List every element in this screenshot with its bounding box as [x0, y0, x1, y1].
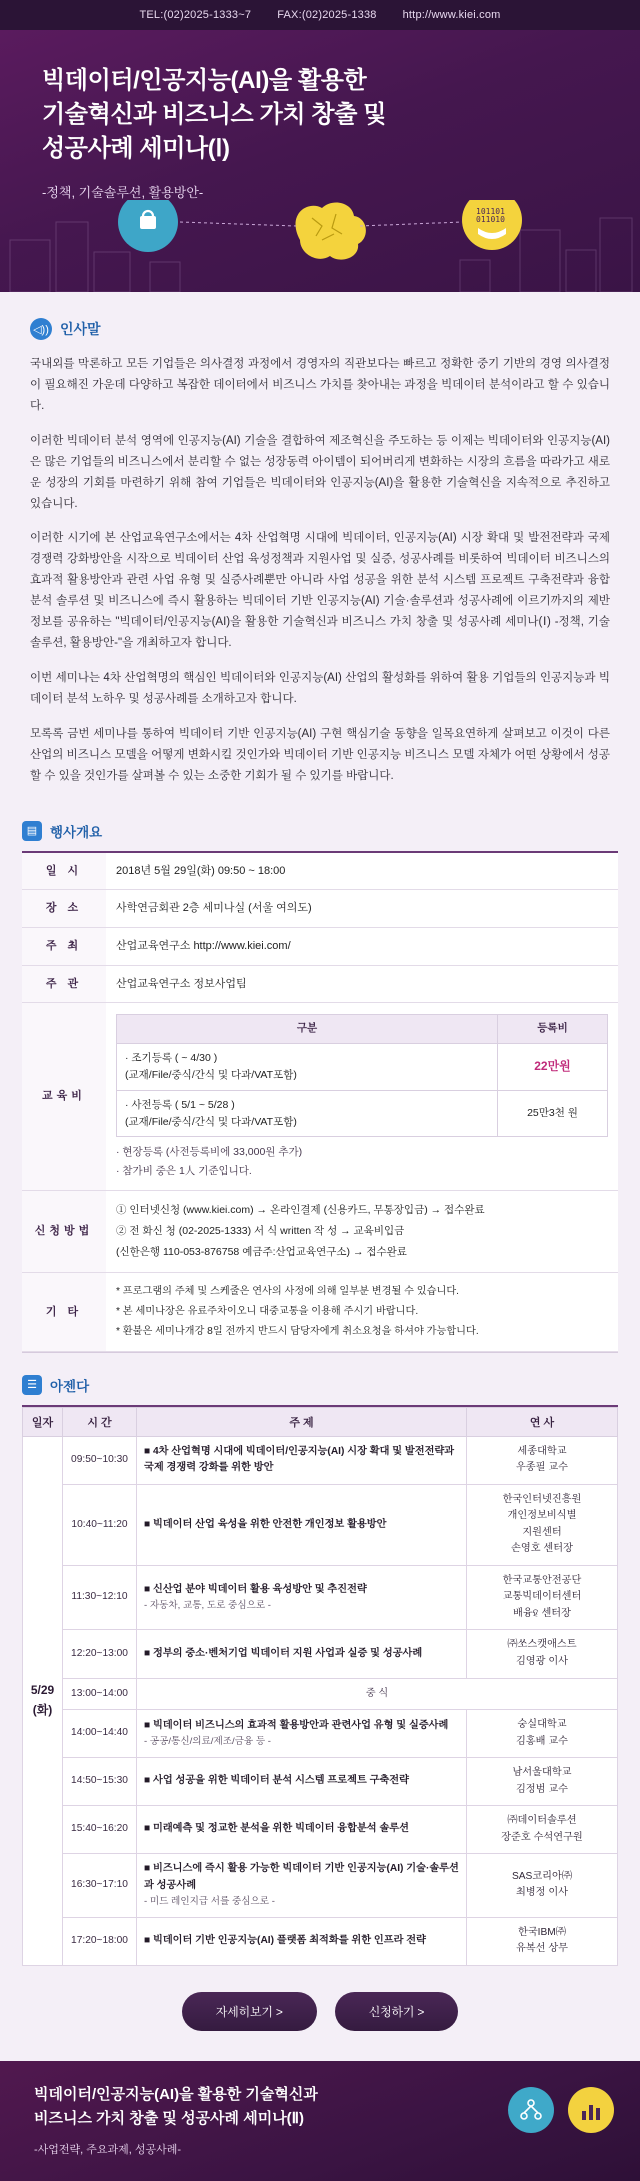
speaker-name: 김홍배 교수 — [515, 1735, 569, 1747]
contact-bar — [0, 0, 640, 30]
fax-number: FAX:(02)2025-1338 — [277, 9, 377, 21]
agenda-time: 09:50~10:30 — [63, 1436, 137, 1484]
speaker-org3: 지원센터 — [522, 1526, 562, 1538]
agenda-time: 11:30~12:10 — [63, 1565, 137, 1630]
agenda-topic-title: ■ 4차 산업혁명 시대에 빅데이터/인공지능(AI) 시장 확대 및 발전전략과 국제 경쟁력 강화를 위한 방안 — [144, 1445, 455, 1474]
speaker-org: 한국교통안전공단 — [502, 1574, 582, 1586]
agenda-topic-detail: - 공공/통신/의료/제조/금융 등 - — [144, 1736, 271, 1748]
col-date: 일자 — [23, 1407, 63, 1436]
greeting-heading: 인사말 — [60, 321, 101, 337]
apply-cell — [106, 1191, 618, 1273]
agenda-time: 13:00~14:00 — [63, 1678, 137, 1710]
phone-number: TEL:(02)2025-1333~7 — [139, 9, 252, 21]
agenda-topic-title: ■ 비즈니스에 즉시 활용 가능한 빅데이터 기반 인공지능(AI) 기술·솔루션과 성공사례 — [144, 1863, 459, 1891]
speaker-name: 배융ହ 센터장 — [513, 1607, 571, 1619]
svg-text:101101: 101101 — [476, 207, 505, 216]
agenda-topic-title: ■ 빅데이터 비즈니스의 효과적 활용방안과 관련사업 유형 및 실증사례 — [144, 1719, 449, 1731]
fee-item-desc: (교재/File/중식/간식 및 다과/VAT포함) — [125, 1115, 297, 1128]
agenda-speaker — [467, 1484, 618, 1565]
agenda-time: 14:50~15:30 — [63, 1758, 137, 1806]
greeting-paragraph: 이번 세미나는 4차 산업혁명의 핵심인 빅데이터와 인공지능(AI) 산업의 활성화를 위하여 활용 기업들의 인공지능과 빅데이터 분석 노하우 및 성공사례를 소개하고자 합니다. — [30, 671, 610, 705]
fee-item-price: 25만3천 원 — [498, 1090, 608, 1137]
fee-item — [117, 1090, 498, 1137]
speaker-org: ㈜쏘스캣애스트 — [507, 1639, 577, 1651]
table-row — [117, 1090, 608, 1137]
agenda-time: 15:40~16:20 — [63, 1806, 137, 1854]
table-row — [23, 1630, 618, 1678]
greeting-paragraph: 국내외를 막론하고 모든 기업들은 의사결정 과정에서 경영자의 직관보다는 빠르고 정확한 중기 기반의 경영 의사결정이 필요해진 가운데 다양하고 복잡한 데이터에서 비즈니스 가치를 찾아내는 과정을 빅데이터 분석이라고 할 수 있습니다. — [30, 358, 610, 412]
agenda-speaker — [467, 1436, 618, 1484]
col-time: 시 간 — [63, 1407, 137, 1436]
speaker-org: 남서울대학교 — [512, 1767, 572, 1779]
agenda-date-line1: 5/29 — [30, 1683, 55, 1698]
agenda-topic — [137, 1710, 467, 1758]
table-row — [23, 1806, 618, 1854]
table-row — [117, 1044, 608, 1091]
col-topic: 주 제 — [137, 1407, 467, 1436]
row-label: 주 최 — [22, 927, 106, 965]
hero-title-line3: 성공사례 세미나(Ⅰ) — [42, 135, 230, 163]
fee-table — [116, 1014, 608, 1137]
greeting-body — [0, 350, 640, 811]
hero-subtitle: -정책, 기술솔루션, 활용방안- — [42, 185, 204, 201]
speaker-org2: 개인정보비식별 — [507, 1510, 577, 1522]
fee-item-title: · 조기등록 ( ~ 4/30 ) — [125, 1052, 218, 1065]
agenda-topic — [137, 1806, 467, 1854]
speaker-name: 김영광 이사 — [515, 1655, 569, 1667]
speaker-name: 최병정 이사 — [515, 1887, 569, 1899]
agenda-topic-title: ■ 빅데이터 산업 육성을 위한 안전한 개인정보 활용방안 — [144, 1518, 387, 1530]
agenda-speaker — [467, 1854, 618, 1918]
agenda-topic-title: ■ 신산업 분야 빅데이터 활용 육성방안 및 추진전략 — [144, 1583, 367, 1595]
agenda-topic-detail: - 미드 레인지급 서를 중심으로 - — [144, 1896, 275, 1908]
agenda-time: 12:20~13:00 — [63, 1630, 137, 1678]
etc-line: * 프로그램의 주체 및 스케줄은 연사의 사정에 의해 일부분 변경될 수 있습니다. — [116, 1286, 460, 1298]
speaker-name: 유복선 상무 — [515, 1943, 569, 1955]
agenda-topic — [137, 1630, 467, 1678]
footer-title-line2: 비즈니스 가치 창출 및 성공사례 세미나(Ⅱ) — [34, 2109, 305, 2127]
agenda-card — [22, 1405, 618, 1966]
overview-card — [22, 851, 618, 1353]
speaker-name: 우종필 교수 — [515, 1462, 569, 1474]
fee-item — [117, 1044, 498, 1091]
agenda-topic-title: ■ 빅데이터 기반 인공지능(AI) 플랫폼 최적화를 위한 인프라 전략 — [144, 1934, 426, 1946]
hero-illustration — [0, 200, 640, 292]
early-price: 22만원 — [534, 1059, 571, 1074]
footer-banner[interactable] — [0, 2061, 640, 2181]
etc-label: 기 타 — [22, 1273, 106, 1352]
speaker-org: 한국인터넷진흥원 — [502, 1493, 582, 1505]
agenda-speaker — [467, 1710, 618, 1758]
calendar-icon: ▤ — [22, 821, 42, 841]
table-row — [23, 1710, 618, 1758]
list-icon: ☰ — [22, 1375, 42, 1395]
greeting-paragraph: 이러한 시기에 본 산업교육연구소에서는 4차 산업혁명 시대에 빅데이터, 인공지능(AI) 시장 확대 및 발전전략과 국제 경쟁력 강화방안을 시작으로 빅데이터 산업 육성정책과 지원사업 및 실증, 성공사례를 비롯하여 빅데이터 비즈니스의 효과적 활용방안과 관련 사업 유형 및 실증사례뿐만 아니라 사업 성공을 위한 분석 시스템 프로젝트 구축전략과 융합분석 솔루션 및 비즈니스에 즉시 활용하는 빅데이터 기반 인공지능(AI) 기술·솔루션과 성공사례에 이르기까지의 제반정보를 공유하는 "빅데이터/인공지능(AI)을 활용한 기술혁신과 비즈니스 가치 창출 및 성공사례 세미나(Ⅰ) -정책, 기술솔루션, 활용방안-"을 개최하고자 합니다. — [30, 532, 610, 650]
table-row — [22, 853, 618, 890]
agenda-topic — [137, 1484, 467, 1565]
agenda-topic-title: ■ 정부의 중소·벤처기업 빅데이터 지원 사업과 실증 및 성공사례 — [144, 1647, 423, 1659]
table-row — [22, 890, 618, 928]
footer-title — [34, 2083, 464, 2131]
fee-cell — [106, 1003, 618, 1191]
agenda-time: 10:40~11:20 — [63, 1484, 137, 1565]
row-value: 사학연금회관 2층 세미나실 (서울 여의도) — [106, 890, 618, 928]
agenda-topic-title: ■ 미래예측 및 정교한 분석을 위한 빅데이터 융합분석 솔루션 — [144, 1823, 409, 1835]
greeting-header — [0, 292, 640, 350]
agenda-topic — [137, 1436, 467, 1484]
apply-line: ② 전 화신 청 (02-2025-1333) 서 식 written 작 성 → 교육비입금 — [116, 1225, 405, 1238]
agenda-topic — [137, 1917, 467, 1965]
detail-button[interactable]: 자세히보기 > — [182, 1992, 317, 2031]
agenda-topic — [137, 1854, 467, 1918]
hero-banner — [0, 30, 640, 292]
table-row — [23, 1484, 618, 1565]
agenda-table — [22, 1407, 618, 1966]
agenda-speaker — [467, 1917, 618, 1965]
table-row — [22, 927, 618, 965]
agenda-topic — [137, 1565, 467, 1630]
action-buttons — [0, 1966, 640, 2039]
agenda-time: 14:00~14:40 — [63, 1710, 137, 1758]
fee-head-left: 구분 — [117, 1015, 498, 1044]
fee-item-desc: (교재/File/중식/간식 및 다과/VAT포함) — [125, 1068, 297, 1081]
table-row — [23, 1854, 618, 1918]
overview-header — [22, 821, 618, 841]
hero-title-line2: 기술혁신과 비즈니스 가치 창출 및 — [42, 101, 387, 129]
etc-line: * 본 세미나장은 유료주차이오니 대중교통을 이용해 주시기 바랍니다. — [116, 1306, 419, 1318]
apply-line[interactable]: ① 인터넷신청 (www.kiei.com) → 온라인결제 (신용카드, 무통장입금) → 접수완료 — [116, 1204, 485, 1217]
main-content — [0, 292, 640, 2061]
speaker-org: 세종대학교 — [517, 1445, 567, 1457]
speaker-icon: ◁)) — [30, 318, 52, 340]
speaker-name: 손영호 센터장 — [511, 1543, 573, 1555]
etc-cell — [106, 1273, 618, 1352]
footer-subtitle: -사업전략, 주요과제, 성공사례- — [34, 2143, 182, 2156]
fee-head-right: 등록비 — [498, 1015, 608, 1044]
agenda-time: 17:20~18:00 — [63, 1917, 137, 1965]
footer-icons — [508, 2087, 614, 2133]
row-value: 산업교육연구소 정보사업팀 — [106, 965, 618, 1003]
apply-label: 신청방법 — [22, 1191, 106, 1273]
agenda-speaker — [467, 1758, 618, 1806]
hero-title — [42, 64, 598, 166]
agenda-header — [22, 1375, 618, 1395]
svg-text:011010: 011010 — [476, 215, 505, 224]
row-label: 장 소 — [22, 890, 106, 928]
agenda-time: 16:30~17:10 — [63, 1854, 137, 1918]
table-row — [23, 1436, 618, 1484]
agenda-topic-title: ■ 사업 성공을 위한 빅데이터 분석 시스템 프로젝트 구축전략 — [144, 1775, 409, 1787]
table-row — [23, 1758, 618, 1806]
network-icon — [508, 2087, 554, 2133]
apply-button[interactable]: 신청하기 > — [335, 1992, 459, 2031]
agenda-lunch: 중 식 — [137, 1678, 618, 1710]
table-row — [23, 1917, 618, 1965]
row-label: 주 관 — [22, 965, 106, 1003]
greeting-paragraph: 이러한 빅데이터 분석 영역에 인공지능(AI) 기술을 결합하여 제조혁신을 주도하는 등 이제는 빅데이터와 인공지능(AI)은 많은 기업들의 비즈니스에서 분리할 수 없는 성장동력 아이템이 되어버리게 변화하는 시장의 흐름을 따라가고 새로운 성장의 기회를 마련하기 위해 참여 기업들은 빅데이터와 인공지능(AI)을 활용한 기술혁신을 지속적으로 추진하고 있습니다. — [30, 434, 610, 510]
etc-row — [22, 1273, 618, 1352]
speaker-org2: 교통빅데이터센터 — [502, 1591, 582, 1603]
speaker-org: 한국IBM㈜ — [518, 1926, 566, 1938]
chart-icon — [568, 2087, 614, 2133]
table-row-lunch — [23, 1678, 618, 1710]
row-label: 일 시 — [22, 853, 106, 890]
fee-row — [22, 1003, 618, 1191]
fee-item-title: · 사전등록 ( 5/1 ~ 5/28 ) — [125, 1098, 235, 1111]
agenda-date — [23, 1436, 63, 1965]
etc-line: * 환불은 세미나개강 8일 전까지 반드시 담당자에게 취소요청을 하셔야 가능합니다. — [116, 1325, 479, 1337]
agenda-topic — [137, 1758, 467, 1806]
hero-title-line1: 빅데이터/인공지능(AI)을 활용한 — [42, 67, 367, 94]
agenda-head-row — [23, 1407, 618, 1436]
fee-note: · 현장등록 (사전등록비에 33,000원 추가) — [116, 1146, 303, 1159]
fee-note: · 참가비 중은 1人 기준입니다. — [116, 1165, 252, 1178]
agenda-speaker — [467, 1565, 618, 1630]
agenda-speaker — [467, 1806, 618, 1854]
website-url[interactable]: http://www.kiei.com — [402, 9, 501, 21]
table-row — [22, 965, 618, 1003]
agenda-heading: 아젠다 — [50, 1378, 90, 1394]
speaker-name: 장준호 수석연구원 — [501, 1831, 583, 1843]
row-value: 산업교육연구소 http://www.kiei.com/ — [106, 927, 618, 965]
table-row — [23, 1565, 618, 1630]
overview-heading: 행사개요 — [50, 824, 103, 840]
row-value: 2018년 5월 29일(화) 09:50 ~ 18:00 — [106, 853, 618, 890]
speaker-org: SAS코리아㈜ — [511, 1870, 573, 1882]
footer-title-line1: 빅데이터/인공지능(AI)을 활용한 기술혁신과 — [34, 2085, 318, 2103]
fee-label: 교육비 — [22, 1003, 106, 1191]
greeting-paragraph: 모록록 금번 세미나를 통하여 빅데이터 기반 인공지능(AI) 구현 핵심기술 동향을 일목요연하게 살펴보고 이것이 다른 산업의 비즈니스 모델을 어떻게 변화시킬 것인가와 빅데이터 기반 인공지능 비즈니스 모델 자체가 어떤 상황에서 성공할 수 있을 것인가를 살펴볼 수 있는 소중한 기회가 될 수 있기를 바랍니다. — [30, 727, 610, 782]
fee-head-row — [117, 1015, 608, 1044]
agenda-speaker — [467, 1630, 618, 1678]
overview-table — [22, 853, 618, 1352]
agenda-topic-detail: - 자동차, 교통, 도로 중심으로 - — [144, 1600, 271, 1612]
speaker-org: 숭실대학교 — [517, 1719, 567, 1731]
agenda-date-line2: (화) — [32, 1702, 53, 1717]
speaker-org: ㈜데이터솔루션 — [507, 1815, 577, 1827]
apply-row — [22, 1191, 618, 1273]
speaker-name: 김정범 교수 — [515, 1783, 569, 1795]
apply-line: (신한은행 110-053-876758 예금주:산업교육연구소) → 접수완료 — [116, 1246, 407, 1259]
fee-item-price — [498, 1044, 608, 1091]
col-speaker: 연 사 — [467, 1407, 618, 1436]
